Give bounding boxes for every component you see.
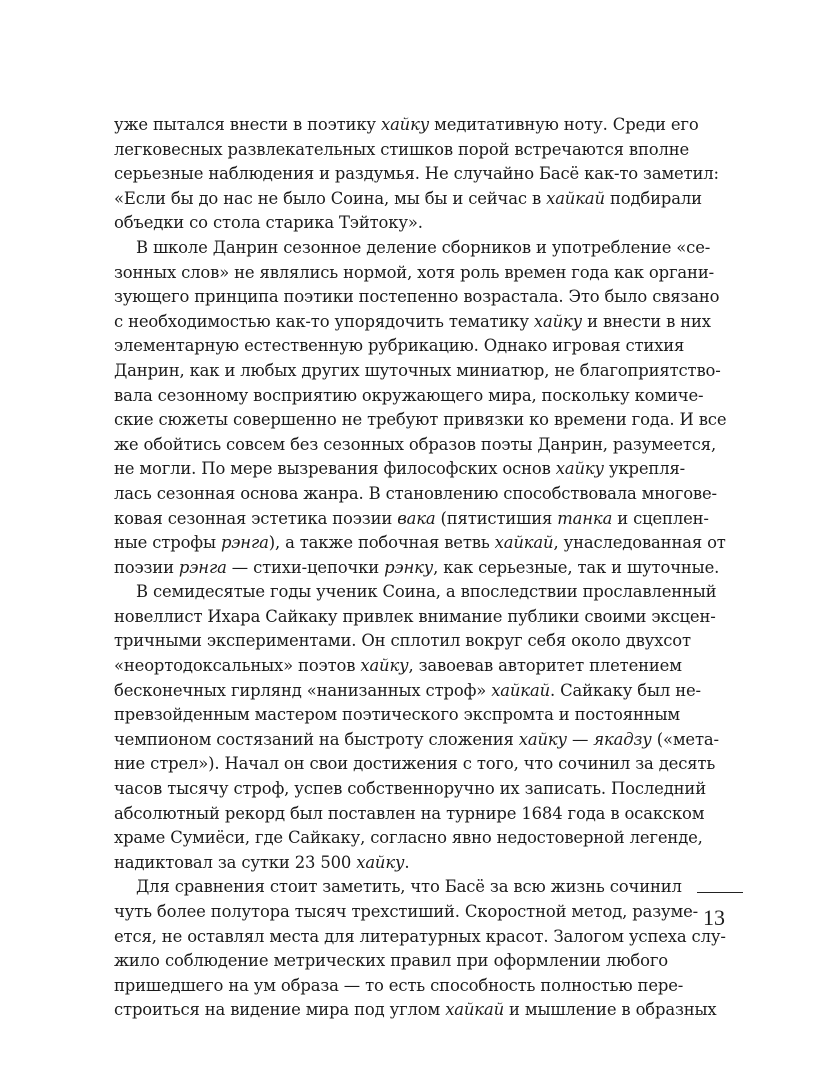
paragraph xyxy=(114,580,719,875)
text-run: не могли. По мере вызревания философских основ xyxy=(114,459,556,479)
italic-term: хайкай xyxy=(491,680,550,700)
text-run: («мета- xyxy=(651,729,719,749)
text-line xyxy=(114,359,721,384)
text-line xyxy=(114,728,719,753)
text-run: ), а также побочная ветвь xyxy=(268,533,495,553)
text-run: подбирали xyxy=(604,188,702,208)
text-run: , завоевав авторитет плетением xyxy=(408,656,682,676)
text-run: «Если бы до нас не было Соина, мы бы и сейчас в xyxy=(114,188,547,208)
italic-term: рэнга xyxy=(220,533,269,553)
text-run: ние стрел»). Начал он свои достижения с того, что сочинил за десять xyxy=(114,754,716,774)
text-line xyxy=(114,900,699,925)
text-line xyxy=(114,851,668,876)
text-line xyxy=(114,777,706,802)
text-run: зонных слов» не являлись нормой, хотя роль времен года как органи- xyxy=(114,262,714,282)
text-line xyxy=(114,974,684,999)
text-run: ковая сезонная эстетика поэзии xyxy=(114,508,398,528)
text-line xyxy=(114,187,702,212)
text-line xyxy=(114,531,726,556)
text-run: , унаследованная от xyxy=(553,533,726,553)
text-line xyxy=(114,211,668,236)
text-line xyxy=(114,384,704,409)
text-line xyxy=(114,261,714,286)
text-run: зующего принципа поэтики постепенно возрастала. Это было связано xyxy=(114,287,720,307)
text-run: надиктовал за сутки 23 500 xyxy=(114,852,357,872)
text-line xyxy=(114,310,711,335)
text-line xyxy=(114,802,705,827)
text-line xyxy=(114,556,720,581)
text-run: объедки со стола старика Тэйтоку». xyxy=(114,213,423,233)
italic-term: рэнку xyxy=(384,557,434,577)
text-run: поэзии xyxy=(114,557,179,577)
italic-term: рэнга xyxy=(178,557,227,577)
italic-term: хайку xyxy=(380,115,430,134)
text-run: жило соблюдение метрических правил при оформлении любого xyxy=(114,951,668,971)
text-line xyxy=(114,752,716,777)
text-run: ется, не оставлял места для литературных красот. Залогом успеха слу- xyxy=(114,926,726,946)
italic-term: якадзу xyxy=(593,729,652,749)
text-run: уже пытался внести в поэтику xyxy=(114,115,381,134)
text-line xyxy=(114,408,727,433)
text-line xyxy=(114,703,680,728)
text-run: (пятистишия xyxy=(435,508,558,528)
text-line xyxy=(114,875,682,900)
text-run: . xyxy=(404,852,410,872)
text-run: чемпионом состязаний на быстроту сложения xyxy=(114,729,519,749)
text-run: легковесных развлекательных стишков порой встречаются вполне xyxy=(114,139,690,159)
text-line xyxy=(114,679,701,704)
text-run: с необходимостью как-то упорядочить тематику xyxy=(114,311,534,331)
text-run: часов тысячу строф, успев собственноручно их записать. Последний xyxy=(114,779,706,799)
text-run: Данрин, как и любых других шуточных миниатюр, не благоприятство- xyxy=(114,360,721,380)
text-line xyxy=(114,334,685,359)
italic-term: хайкай xyxy=(546,188,605,208)
text-run: вала сезонному восприятию окружающего мира, поскольку комиче- xyxy=(114,385,704,405)
text-run: «неортодоксальных» поэтов xyxy=(114,656,361,676)
italic-term: хайку xyxy=(555,459,604,479)
text-run: элементарную естественную рубрикацию. Однако игровая стихия xyxy=(114,336,685,356)
paragraph xyxy=(114,113,719,236)
text-line xyxy=(114,507,709,532)
text-run: , как серьезные, так и шуточные. xyxy=(433,557,720,577)
text-run: . Сайкаку был не- xyxy=(549,680,701,700)
text-run: — xyxy=(566,729,594,749)
text-run: укрепля- xyxy=(603,459,686,479)
text-run: и сцеплен- xyxy=(612,508,709,528)
text-line xyxy=(114,138,690,163)
text-run: — стихи-цепочки xyxy=(226,557,385,577)
text-line xyxy=(114,629,691,654)
text-run: ные строфы xyxy=(114,533,221,553)
italic-term: хайку xyxy=(356,852,405,872)
text-run: лась сезонная основа жанра. В становлению способствовала многове- xyxy=(114,483,717,503)
italic-term: хайкай xyxy=(445,1000,504,1020)
page-number-rule xyxy=(697,892,743,893)
text-run: абсолютный рекорд был поставлен на турнире 1684 года в осакском xyxy=(114,803,705,823)
text-run: и внести в них xyxy=(582,311,711,331)
text-line xyxy=(114,482,717,507)
italic-term: хайкай xyxy=(494,533,554,553)
italic-term: хайку xyxy=(518,729,567,749)
text-run: тричными экспериментами. Он сплотил вокруг себя около двухсот xyxy=(114,631,691,651)
text-run: пришедшего на ум образа — то есть способность полностью пере- xyxy=(114,975,684,995)
text-line xyxy=(114,162,719,187)
text-run: серьезные наблюдения и раздумья. Не случайно Басё как-то заметил: xyxy=(114,164,719,184)
text-run: и мышление в образных xyxy=(503,1000,717,1020)
text-line xyxy=(114,826,703,851)
text-run: В школе Данрин сезонное деление сборников и употребление «се- xyxy=(136,237,711,257)
text-line xyxy=(114,457,686,482)
text-run: новеллист Ихара Сайкаку привлек внимание публики своими эксцен- xyxy=(114,606,716,626)
text-run: строиться на видение мира под углом xyxy=(114,1000,446,1020)
text-run: превзойденным мастером поэтического экспромта и постоянным xyxy=(114,705,680,725)
italic-term: хайку xyxy=(533,311,583,331)
text-run: медитативную ноту. Среди его xyxy=(429,115,699,134)
paragraph xyxy=(114,236,727,580)
text-line xyxy=(114,433,717,458)
text-run: ские сюжеты совершенно не требуют привязки ко времени года. И все xyxy=(114,410,727,430)
text-run: чуть более полутора тысяч трехстиший. Скоростной метод, разуме- xyxy=(114,902,699,921)
text-line xyxy=(114,998,717,1023)
text-line xyxy=(114,580,717,605)
text-run: Для сравнения стоит заметить, что Басё за всю жизнь сочинил xyxy=(136,877,682,897)
italic-term: хайку xyxy=(360,656,409,676)
text-line xyxy=(114,113,699,138)
italic-term: танка xyxy=(557,508,613,528)
text-line xyxy=(114,949,668,974)
text-line xyxy=(114,925,726,950)
text-run: В семидесятые годы ученик Соина, а впоследствии прославленный xyxy=(136,582,717,602)
text-line xyxy=(114,285,720,310)
text-run: храме Сумиёси, где Сайкаку, согласно явно недостоверной легенде, xyxy=(114,828,703,848)
text-run: же обойтись совсем без сезонных образов поэты Данрин, разумеется, xyxy=(114,434,717,454)
text-line xyxy=(114,654,682,679)
text-run: бесконечных гирлянд «нанизанных строф» xyxy=(114,680,492,700)
text-line xyxy=(114,236,711,261)
italic-term: вака xyxy=(397,508,436,528)
text-line xyxy=(114,605,716,630)
page-number: 13 xyxy=(703,905,725,930)
